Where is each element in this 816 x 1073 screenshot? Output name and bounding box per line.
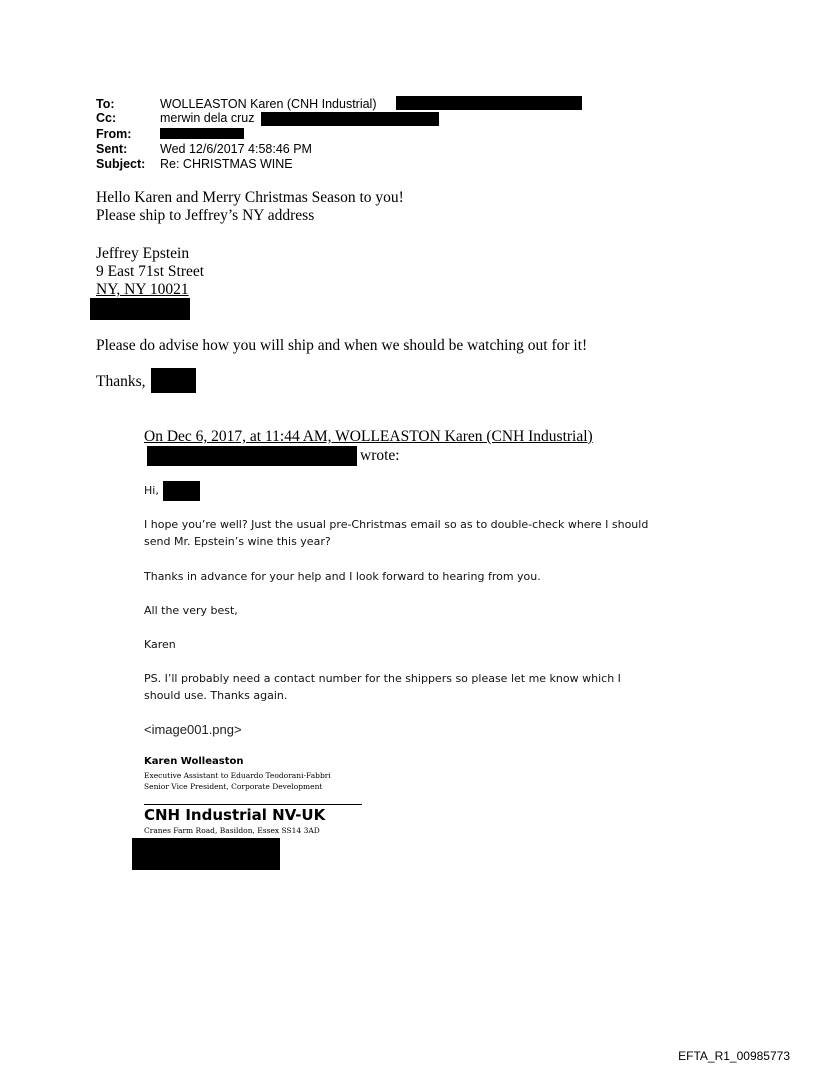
cc-label: Cc: <box>96 111 117 125</box>
redaction-quoted-recipient <box>163 481 200 501</box>
subject-label: Subject: <box>96 157 146 171</box>
address-name: Jeffrey Epstein <box>96 245 190 262</box>
to-label: To: <box>96 97 115 111</box>
from-label: From: <box>96 127 132 141</box>
redaction-sender-sign <box>151 368 196 393</box>
address-street: 9 East 71st Street <box>96 263 205 280</box>
image-placeholder: <image001.png> <box>144 722 242 737</box>
quoted-paragraph-1a: I hope you’re well? Just the usual pre-Christmas email so as to double-check where I should <box>144 518 649 531</box>
redaction-cc-email <box>261 112 439 126</box>
ship-request-line: Please ship to Jeffrey’s NY address <box>96 207 315 224</box>
thanks-line: Thanks, <box>96 373 146 390</box>
quoted-paragraph-2: Thanks in advance for your help and I look forward to hearing from you. <box>144 570 541 583</box>
document-id: EFTA_R1_00985773 <box>678 1049 790 1063</box>
signature-title-1: Executive Assistant to Eduardo Teodorani-Fabbri <box>144 771 331 780</box>
quoted-ps-a: PS. I’ll probably need a contact number for the shippers so please let me know which I <box>144 672 621 685</box>
signature-divider <box>144 804 362 805</box>
sent-value: Wed 12/6/2017 4:58:46 PM <box>160 142 312 156</box>
quoted-hi: Hi, <box>144 484 159 497</box>
to-value: WOLLEASTON Karen (CNH Industrial) <box>160 97 377 111</box>
greeting-line: Hello Karen and Merry Christmas Season to you! <box>96 189 404 206</box>
quoted-closing: All the very best, <box>144 604 238 617</box>
sent-label: Sent: <box>96 142 128 156</box>
advise-line: Please do advise how you will ship and when we should be watching out for it! <box>96 337 588 354</box>
redaction-to-email <box>396 96 582 110</box>
quoted-wrote: wrote: <box>360 447 400 464</box>
redaction-signature-contact <box>132 838 280 870</box>
subject-value: Re: CHRISTMAS WINE <box>160 157 293 171</box>
address-city: NY, NY 10021 <box>96 281 189 298</box>
redaction-from <box>160 128 244 139</box>
signature-company: CNH Industrial NV-UK <box>144 806 326 824</box>
quoted-header-line: On Dec 6, 2017, at 11:44 AM, WOLLEASTON Karen (CNH Industrial) <box>144 428 593 445</box>
redaction-address-phone <box>90 298 190 320</box>
signature-name: Karen Wolleaston <box>144 756 244 767</box>
signature-title-2: Senior Vice President, Corporate Development <box>144 782 323 791</box>
cc-value: merwin dela cruz <box>160 111 255 125</box>
signature-address: Cranes Farm Road, Basildon, Essex SS14 3AD <box>144 826 320 835</box>
quoted-name: Karen <box>144 638 176 651</box>
quoted-ps-b: should use. Thanks again. <box>144 689 288 702</box>
redaction-quoted-email <box>147 446 357 466</box>
quoted-paragraph-1b: send Mr. Epstein’s wine this year? <box>144 535 331 548</box>
